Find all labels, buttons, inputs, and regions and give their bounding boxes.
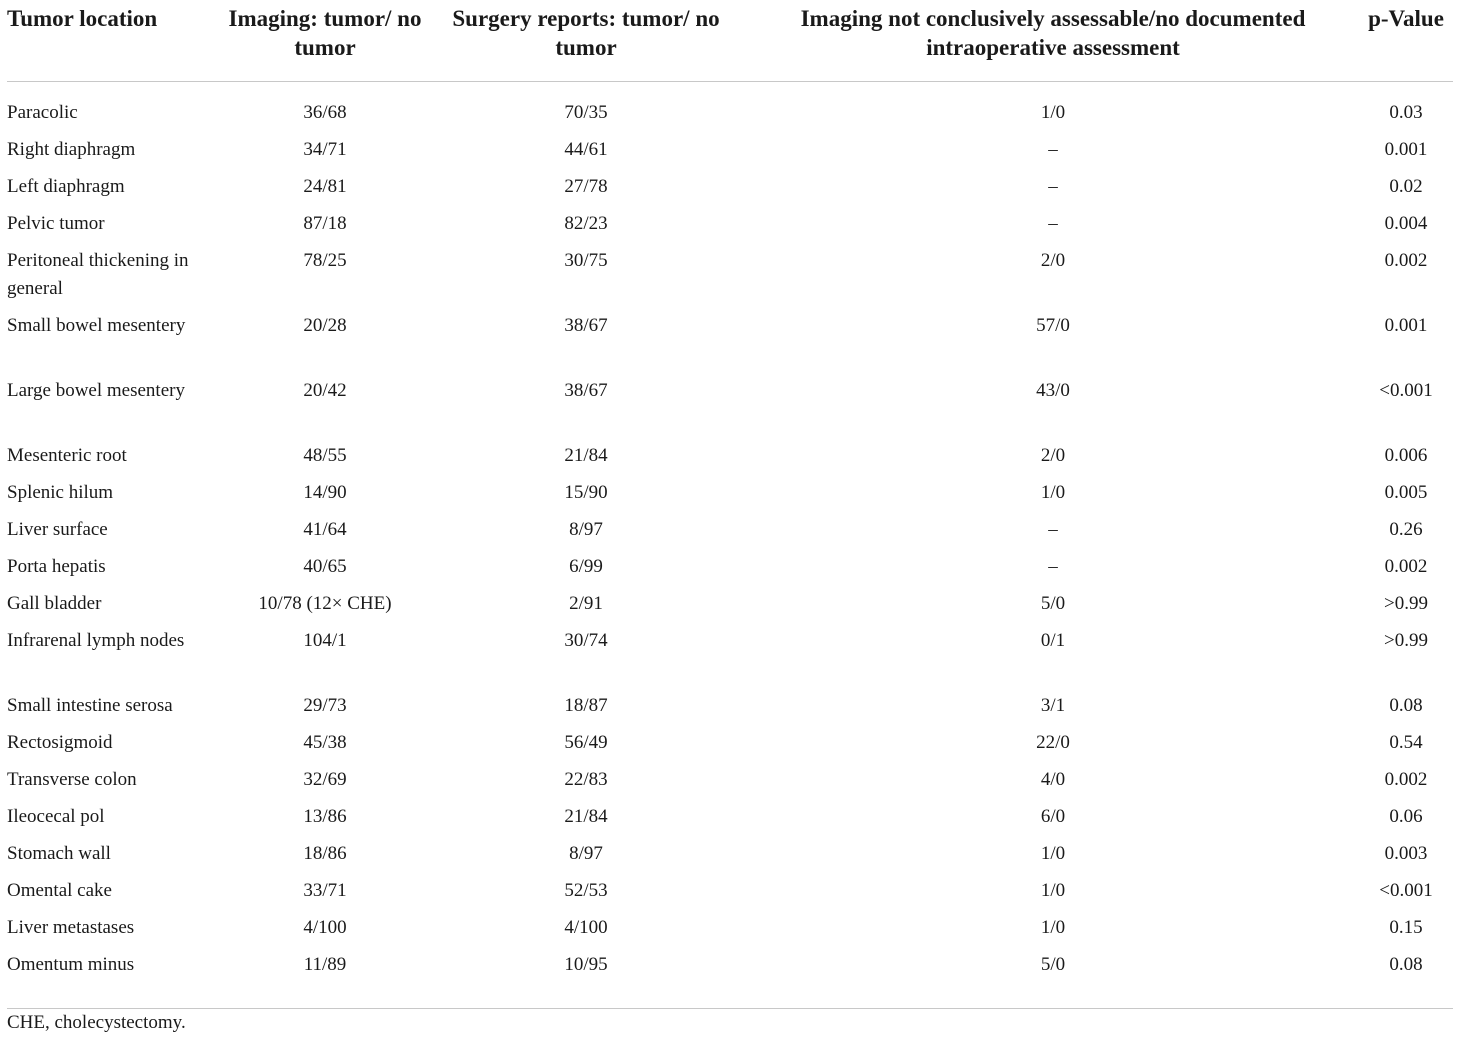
- table-body: [7, 82, 1453, 1009]
- cell-surgery: 30/75: [564, 250, 608, 271]
- cell-not-assessable: 1/0: [1040, 843, 1066, 864]
- cell-surgery: 10/95: [425, 951, 747, 1009]
- table-row: [7, 803, 1453, 840]
- table-header: [7, 4, 1453, 82]
- cell-not-assessable: 57/0: [1036, 315, 1070, 336]
- cell-p-value: 0.03: [1389, 102, 1423, 123]
- cell-p-value: 0.003: [1384, 843, 1428, 864]
- cell-not-assessable: –: [1048, 519, 1058, 540]
- table-row: [7, 82, 1453, 137]
- cell-location: Pelvic tumor: [7, 213, 105, 234]
- cell-p-value: 0.26: [1389, 519, 1423, 540]
- cell-location: Infrarenal lymph nodes: [7, 630, 185, 651]
- table-row: [7, 590, 1453, 627]
- cell-not-assessable: –: [1048, 213, 1058, 234]
- cell-surgery: 56/49: [564, 732, 608, 753]
- table-row: [7, 729, 1453, 766]
- cell-not-assessable: –: [1048, 176, 1058, 197]
- cell-p-value: <0.001: [1379, 880, 1433, 901]
- cell-location: Small bowel mesentery: [7, 315, 186, 336]
- cell-location: Liver metastases: [7, 917, 135, 938]
- cell-p-value: 0.001: [1384, 139, 1428, 160]
- cell-not-assessable: –: [1048, 556, 1058, 577]
- cell-not-assessable: 5/0: [1040, 593, 1066, 614]
- cell-location: Gall bladder: [7, 593, 102, 614]
- cell-imaging: 4/100: [303, 917, 347, 938]
- header-imaging: Imaging: tumor/ no tumor: [225, 4, 425, 82]
- cell-not-assessable: 2/0: [1040, 250, 1066, 271]
- cell-location: Omentum minus: [7, 951, 225, 1009]
- cell-p-value: 0.02: [1389, 176, 1423, 197]
- cell-surgery: 30/74: [564, 630, 608, 651]
- cell-imaging: 24/81: [303, 176, 347, 197]
- cell-not-assessable: 2/0: [1040, 445, 1066, 466]
- cell-location: Paracolic: [7, 102, 78, 123]
- cell-surgery: 18/87: [564, 695, 608, 716]
- table-row: [7, 914, 1453, 951]
- cell-location: Stomach wall: [7, 843, 111, 864]
- cell-not-assessable: 43/0: [1036, 380, 1070, 401]
- cell-not-assessable: 0/1: [1040, 630, 1066, 651]
- cell-surgery: 4/100: [564, 917, 608, 938]
- header-row: [7, 4, 1453, 82]
- table-row: [7, 840, 1453, 877]
- table-row: [7, 136, 1453, 173]
- cell-p-value: 0.006: [1384, 445, 1428, 466]
- cell-imaging: 104/1: [303, 630, 347, 651]
- cell-p-value: 0.06: [1389, 806, 1423, 827]
- cell-not-assessable: 1/0: [1040, 102, 1066, 123]
- table-row: [7, 442, 1453, 479]
- cell-not-assessable: 1/0: [1040, 917, 1066, 938]
- table-row: [7, 553, 1453, 590]
- cell-location: Left diaphragm: [7, 176, 125, 197]
- cell-surgery: 27/78: [564, 176, 608, 197]
- cell-imaging: 10/78 (12× CHE): [258, 593, 392, 614]
- cell-p-value: <0.001: [1379, 380, 1433, 401]
- cell-location: Peritoneal thickening in general: [7, 250, 189, 299]
- table-footnote: CHE, cholecystectomy.: [7, 1012, 186, 1033]
- cell-not-assessable: 3/1: [1040, 695, 1066, 716]
- cell-location: Liver surface: [7, 519, 108, 540]
- cell-imaging: 87/18: [303, 213, 347, 234]
- cell-imaging: 41/64: [303, 519, 347, 540]
- data-table-container: [7, 4, 1453, 1009]
- cell-surgery: 2/91: [569, 593, 603, 614]
- cell-p-value: 0.004: [1384, 213, 1428, 234]
- cell-not-assessable: 22/0: [1036, 732, 1070, 753]
- cell-not-assessable: –: [1048, 139, 1058, 160]
- cell-location: Right diaphragm: [7, 139, 136, 160]
- cell-imaging: 78/25: [303, 250, 347, 271]
- table-row: [7, 247, 1453, 312]
- header-p-value: p-Value: [1359, 4, 1453, 82]
- cell-imaging: 20/28: [303, 315, 347, 336]
- cell-p-value: 0.08: [1359, 951, 1453, 1009]
- cell-location: Large bowel mesentery: [7, 380, 185, 401]
- table-row: [7, 479, 1453, 516]
- cell-surgery: 8/97: [569, 519, 603, 540]
- header-not-assessable: Imaging not conclusively assessable/no documented intraoperative assessment: [747, 4, 1359, 82]
- cell-location: Transverse colon: [7, 769, 137, 790]
- cell-p-value: 0.54: [1389, 732, 1423, 753]
- table-row: [7, 173, 1453, 210]
- table-row: [7, 312, 1453, 377]
- cell-location: Splenic hilum: [7, 482, 114, 503]
- cell-surgery: 44/61: [564, 139, 608, 160]
- cell-surgery: 52/53: [564, 880, 608, 901]
- table-row: [7, 377, 1453, 442]
- cell-p-value: 0.08: [1389, 695, 1423, 716]
- table-row: [7, 210, 1453, 247]
- table-row: [7, 627, 1453, 692]
- cell-p-value: 0.15: [1389, 917, 1423, 938]
- table-row: [7, 877, 1453, 914]
- cell-imaging: 48/55: [303, 445, 347, 466]
- cell-imaging: 11/89: [225, 951, 425, 1009]
- cell-surgery: 38/67: [564, 380, 608, 401]
- cell-surgery: 22/83: [564, 769, 608, 790]
- cell-p-value: 0.002: [1384, 769, 1428, 790]
- cell-location: Ileocecal pol: [7, 806, 105, 827]
- tumor-location-table: [7, 4, 1453, 1009]
- cell-location: Omental cake: [7, 880, 112, 901]
- cell-imaging: 36/68: [303, 102, 347, 123]
- cell-p-value: >0.99: [1384, 630, 1428, 651]
- cell-surgery: 38/67: [564, 315, 608, 336]
- cell-imaging: 13/86: [303, 806, 347, 827]
- cell-not-assessable: 1/0: [1040, 482, 1066, 503]
- cell-location: Rectosigmoid: [7, 732, 113, 753]
- cell-p-value: >0.99: [1384, 593, 1428, 614]
- cell-surgery: 21/84: [564, 806, 608, 827]
- table-row: [7, 766, 1453, 803]
- cell-p-value: 0.005: [1384, 482, 1428, 503]
- cell-imaging: 32/69: [303, 769, 347, 790]
- cell-imaging: 14/90: [303, 482, 347, 503]
- cell-location: Small intestine serosa: [7, 695, 173, 716]
- cell-location: Porta hepatis: [7, 556, 106, 577]
- cell-not-assessable: 5/0: [747, 951, 1359, 1009]
- header-tumor-location: Tumor location: [7, 4, 225, 82]
- cell-surgery: 70/35: [564, 102, 608, 123]
- cell-p-value: 0.002: [1384, 556, 1428, 577]
- cell-imaging: 40/65: [303, 556, 347, 577]
- cell-surgery: 6/99: [569, 556, 603, 577]
- cell-surgery: 8/97: [569, 843, 603, 864]
- cell-not-assessable: 4/0: [1040, 769, 1066, 790]
- cell-imaging: 34/71: [303, 139, 347, 160]
- cell-imaging: 18/86: [303, 843, 347, 864]
- cell-imaging: 33/71: [303, 880, 347, 901]
- cell-p-value: 0.001: [1384, 315, 1428, 336]
- header-surgery-reports: Surgery reports: tumor/ no tumor: [425, 4, 747, 82]
- cell-not-assessable: 6/0: [1040, 806, 1066, 827]
- cell-surgery: 15/90: [564, 482, 608, 503]
- cell-not-assessable: 1/0: [1040, 880, 1066, 901]
- cell-imaging: 29/73: [303, 695, 347, 716]
- cell-imaging: 45/38: [303, 732, 347, 753]
- table-row: [7, 516, 1453, 553]
- cell-imaging: 20/42: [303, 380, 347, 401]
- cell-surgery: 21/84: [564, 445, 608, 466]
- cell-p-value: 0.002: [1384, 250, 1428, 271]
- cell-surgery: 82/23: [564, 213, 608, 234]
- cell-location: Mesenteric root: [7, 445, 127, 466]
- table-row: [7, 692, 1453, 729]
- table-row: [7, 951, 1453, 1009]
